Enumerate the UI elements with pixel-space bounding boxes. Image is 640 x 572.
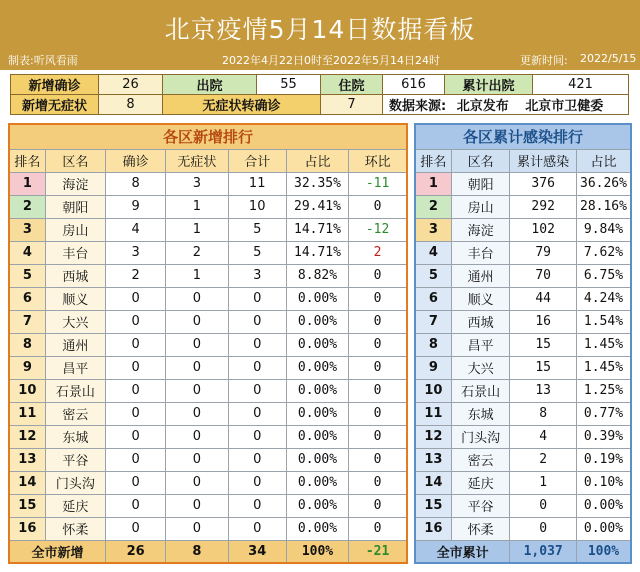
confirmed-cell: 0 xyxy=(105,310,165,333)
cumulative-cell: 1 xyxy=(510,471,577,494)
district-name: 西城 xyxy=(451,310,510,333)
table-row xyxy=(415,264,631,287)
sum-cell: 5 xyxy=(228,218,286,241)
rank-cell: 10 xyxy=(9,379,45,402)
new-confirmed-value: 26 xyxy=(99,75,163,95)
confirmed-cell: 2 xyxy=(105,264,165,287)
sum-cell: 0 xyxy=(228,494,286,517)
share-cell: 4.24% xyxy=(576,287,631,310)
table-row xyxy=(9,172,407,195)
cumulative-cell: 15 xyxy=(510,356,577,379)
cumulative-cell: 79 xyxy=(510,241,577,264)
table-row xyxy=(415,241,631,264)
rank-cell: 14 xyxy=(415,471,451,494)
asymptomatic-cell: 1 xyxy=(166,264,228,287)
col-header: 累计感染 xyxy=(510,149,577,172)
district-name: 海淀 xyxy=(45,172,105,195)
table-row xyxy=(9,287,407,310)
rank-cell: 16 xyxy=(9,517,45,540)
table-row xyxy=(9,425,407,448)
asymptomatic-cell: 0 xyxy=(166,402,228,425)
sum-cell: 0 xyxy=(228,471,286,494)
rank-cell: 4 xyxy=(415,241,451,264)
asymptomatic-cell: 0 xyxy=(166,379,228,402)
asymptomatic-cell: 0 xyxy=(166,517,228,540)
confirmed-cell: 0 xyxy=(105,494,165,517)
share-cell: 0.00% xyxy=(286,448,348,471)
table-row xyxy=(9,218,407,241)
asymptomatic-cell: 0 xyxy=(166,333,228,356)
district-name: 房山 xyxy=(451,195,510,218)
share-cell: 0.00% xyxy=(286,356,348,379)
share-cell: 0.00% xyxy=(286,402,348,425)
table-row xyxy=(9,195,407,218)
table-row xyxy=(415,356,631,379)
rank-cell: 9 xyxy=(415,356,451,379)
new-confirmed-label: 新增确诊 xyxy=(11,75,99,95)
table-row xyxy=(415,494,631,517)
district-name: 石景山 xyxy=(45,379,105,402)
share-cell: 0.00% xyxy=(286,425,348,448)
sum-cell: 5 xyxy=(228,241,286,264)
share-cell: 1.45% xyxy=(576,333,631,356)
col-header: 占比 xyxy=(576,149,631,172)
city-cumulative-label: 全市累计 xyxy=(415,540,510,563)
asymptomatic-cell: 0 xyxy=(166,287,228,310)
table-row xyxy=(415,218,631,241)
table-row xyxy=(9,264,407,287)
rank-cell: 5 xyxy=(415,264,451,287)
header-banner xyxy=(0,0,640,70)
data-source-label: 数据来源: xyxy=(389,99,447,114)
confirmed-cell: 0 xyxy=(105,425,165,448)
summary-table xyxy=(10,74,629,115)
share-cell: 1.25% xyxy=(576,379,631,402)
cumulative-cell: 44 xyxy=(510,287,577,310)
table-row xyxy=(9,241,407,264)
rank-cell: 2 xyxy=(9,195,45,218)
city-new-confirmed: 26 xyxy=(105,540,165,563)
discharged-label: 出院 xyxy=(163,75,257,95)
rank-cell: 10 xyxy=(415,379,451,402)
rank-cell: 13 xyxy=(415,448,451,471)
confirmed-cell: 9 xyxy=(105,195,165,218)
col-header: 占比 xyxy=(286,149,348,172)
rank-cell: 3 xyxy=(9,218,45,241)
confirmed-cell: 8 xyxy=(105,172,165,195)
district-name: 大兴 xyxy=(45,310,105,333)
district-name: 怀柔 xyxy=(451,517,510,540)
col-header: 区名 xyxy=(45,149,105,172)
asym-to-confirmed-value: 7 xyxy=(321,95,383,115)
table-row xyxy=(415,517,631,540)
table-row xyxy=(415,402,631,425)
district-name: 西城 xyxy=(45,264,105,287)
cumulative-cell: 102 xyxy=(510,218,577,241)
change-cell: 0 xyxy=(349,517,407,540)
left-panel-title: 各区新增排行 xyxy=(9,124,407,149)
col-header: 排名 xyxy=(9,149,45,172)
share-cell: 0.00% xyxy=(286,379,348,402)
district-name: 丰台 xyxy=(451,241,510,264)
total-discharged-label: 累计出院 xyxy=(445,75,533,95)
cumulative-cell: 70 xyxy=(510,264,577,287)
change-cell: -12 xyxy=(349,218,407,241)
rank-cell: 7 xyxy=(9,310,45,333)
city-new-sum: 34 xyxy=(228,540,286,563)
share-cell: 0.77% xyxy=(576,402,631,425)
rank-cell: 3 xyxy=(415,218,451,241)
district-name: 海淀 xyxy=(451,218,510,241)
data-source-1: 北京发布 xyxy=(456,99,509,114)
district-name: 通州 xyxy=(45,333,105,356)
table-row xyxy=(9,517,407,540)
change-cell: 0 xyxy=(349,379,407,402)
confirmed-cell: 4 xyxy=(105,218,165,241)
city-cumulative-total: 1,037 xyxy=(510,540,577,563)
change-cell: 0 xyxy=(349,402,407,425)
data-source xyxy=(383,95,629,115)
district-name: 密云 xyxy=(451,448,510,471)
asymptomatic-cell: 0 xyxy=(166,356,228,379)
share-cell: 0.19% xyxy=(576,448,631,471)
sum-cell: 0 xyxy=(228,425,286,448)
table-row xyxy=(9,448,407,471)
district-new-ranking-table xyxy=(8,123,408,564)
right-panel-title: 各区累计感染排行 xyxy=(415,124,631,149)
share-cell: 0.00% xyxy=(286,310,348,333)
cumulative-cell: 0 xyxy=(510,517,577,540)
share-cell: 6.75% xyxy=(576,264,631,287)
change-cell: -11 xyxy=(349,172,407,195)
hospitalized-value: 616 xyxy=(383,75,445,95)
confirmed-cell: 0 xyxy=(105,287,165,310)
share-cell: 32.35% xyxy=(286,172,348,195)
sum-cell: 0 xyxy=(228,448,286,471)
sum-cell: 3 xyxy=(228,264,286,287)
asymptomatic-cell: 0 xyxy=(166,494,228,517)
cumulative-cell: 2 xyxy=(510,448,577,471)
district-name: 延庆 xyxy=(451,471,510,494)
city-cumulative-share: 100% xyxy=(576,540,631,563)
table-row xyxy=(9,471,407,494)
rank-cell: 1 xyxy=(415,172,451,195)
district-name: 顺义 xyxy=(45,287,105,310)
page-title: 北京疫情5月14日数据看板 xyxy=(164,15,476,44)
city-new-asymptomatic: 8 xyxy=(166,540,228,563)
col-header: 排名 xyxy=(415,149,451,172)
table-row xyxy=(9,310,407,333)
cumulative-cell: 16 xyxy=(510,310,577,333)
sum-cell: 0 xyxy=(228,287,286,310)
share-cell: 7.62% xyxy=(576,241,631,264)
rank-cell: 11 xyxy=(9,402,45,425)
new-asymptomatic-value: 8 xyxy=(99,95,163,115)
cumulative-cell: 4 xyxy=(510,425,577,448)
rank-cell: 15 xyxy=(415,494,451,517)
cumulative-cell: 8 xyxy=(510,402,577,425)
district-name: 平谷 xyxy=(451,494,510,517)
author-credit: 制表:听风看雨 xyxy=(8,54,78,67)
change-cell: 0 xyxy=(349,264,407,287)
share-cell: 0.00% xyxy=(576,517,631,540)
table-row xyxy=(9,494,407,517)
asymptomatic-cell: 0 xyxy=(166,425,228,448)
share-cell: 28.16% xyxy=(576,195,631,218)
table-row xyxy=(9,333,407,356)
sum-cell: 10 xyxy=(228,195,286,218)
confirmed-cell: 0 xyxy=(105,356,165,379)
confirmed-cell: 0 xyxy=(105,402,165,425)
sum-cell: 0 xyxy=(228,310,286,333)
confirmed-cell: 0 xyxy=(105,517,165,540)
district-name: 丰台 xyxy=(45,241,105,264)
confirmed-cell: 0 xyxy=(105,333,165,356)
total-discharged-value: 421 xyxy=(533,75,629,95)
city-new-total-label: 全市新增 xyxy=(9,540,105,563)
change-cell: 0 xyxy=(349,195,407,218)
confirmed-cell: 3 xyxy=(105,241,165,264)
district-name: 昌平 xyxy=(451,333,510,356)
district-name: 门头沟 xyxy=(451,425,510,448)
rank-cell: 2 xyxy=(415,195,451,218)
col-header: 无症状 xyxy=(166,149,228,172)
rank-cell: 5 xyxy=(9,264,45,287)
rank-cell: 15 xyxy=(9,494,45,517)
city-new-share: 100% xyxy=(286,540,348,563)
confirmed-cell: 0 xyxy=(105,448,165,471)
rank-cell: 11 xyxy=(415,402,451,425)
asymptomatic-cell: 2 xyxy=(166,241,228,264)
district-name: 东城 xyxy=(45,425,105,448)
rank-cell: 4 xyxy=(9,241,45,264)
sum-cell: 0 xyxy=(228,333,286,356)
share-cell: 0.00% xyxy=(286,517,348,540)
table-row xyxy=(415,448,631,471)
share-cell: 0.00% xyxy=(576,494,631,517)
change-cell: 0 xyxy=(349,310,407,333)
sum-cell: 0 xyxy=(228,517,286,540)
change-cell: 0 xyxy=(349,287,407,310)
share-cell: 0.00% xyxy=(286,494,348,517)
share-cell: 14.71% xyxy=(286,241,348,264)
table-row xyxy=(9,379,407,402)
share-cell: 36.26% xyxy=(576,172,631,195)
district-name: 大兴 xyxy=(451,356,510,379)
cumulative-cell: 0 xyxy=(510,494,577,517)
cumulative-cell: 15 xyxy=(510,333,577,356)
change-cell: 0 xyxy=(349,425,407,448)
district-name: 延庆 xyxy=(45,494,105,517)
share-cell: 1.54% xyxy=(576,310,631,333)
share-cell: 0.39% xyxy=(576,425,631,448)
sum-cell: 11 xyxy=(228,172,286,195)
share-cell: 0.00% xyxy=(286,471,348,494)
data-source-2: 北京市卫健委 xyxy=(525,99,604,114)
col-header: 确诊 xyxy=(105,149,165,172)
confirmed-cell: 0 xyxy=(105,379,165,402)
table-row xyxy=(415,195,631,218)
district-name: 东城 xyxy=(451,402,510,425)
confirmed-cell: 0 xyxy=(105,471,165,494)
district-name: 通州 xyxy=(451,264,510,287)
asym-to-confirmed-label: 无症状转确诊 xyxy=(163,95,321,115)
rank-cell: 7 xyxy=(415,310,451,333)
rank-cell: 12 xyxy=(9,425,45,448)
rank-cell: 8 xyxy=(415,333,451,356)
sum-cell: 0 xyxy=(228,356,286,379)
change-cell: 0 xyxy=(349,333,407,356)
change-cell: 0 xyxy=(349,356,407,379)
district-name: 平谷 xyxy=(45,448,105,471)
change-cell: 0 xyxy=(349,494,407,517)
col-header: 区名 xyxy=(451,149,510,172)
share-cell: 0.00% xyxy=(286,287,348,310)
change-cell: 0 xyxy=(349,471,407,494)
new-asymptomatic-label: 新增无症状 xyxy=(11,95,99,115)
asymptomatic-cell: 1 xyxy=(166,195,228,218)
table-row xyxy=(415,172,631,195)
rank-cell: 1 xyxy=(9,172,45,195)
district-name: 石景山 xyxy=(451,379,510,402)
district-name: 怀柔 xyxy=(45,517,105,540)
change-cell: 2 xyxy=(349,241,407,264)
rank-cell: 13 xyxy=(9,448,45,471)
col-header: 合计 xyxy=(228,149,286,172)
table-row xyxy=(9,356,407,379)
cumulative-cell: 292 xyxy=(510,195,577,218)
share-cell: 0.00% xyxy=(286,333,348,356)
share-cell: 0.10% xyxy=(576,471,631,494)
cumulative-cell: 376 xyxy=(510,172,577,195)
city-new-change: -21 xyxy=(349,540,407,563)
district-cumulative-ranking-table xyxy=(414,123,632,564)
rank-cell: 6 xyxy=(9,287,45,310)
rank-cell: 8 xyxy=(9,333,45,356)
share-cell: 14.71% xyxy=(286,218,348,241)
table-row xyxy=(9,402,407,425)
change-cell: 0 xyxy=(349,448,407,471)
rank-cell: 6 xyxy=(415,287,451,310)
discharged-value: 55 xyxy=(257,75,321,95)
sum-cell: 0 xyxy=(228,379,286,402)
rank-cell: 16 xyxy=(415,517,451,540)
table-row xyxy=(415,471,631,494)
share-cell: 1.45% xyxy=(576,356,631,379)
district-name: 朝阳 xyxy=(45,195,105,218)
rank-cell: 12 xyxy=(415,425,451,448)
table-row xyxy=(415,379,631,402)
district-name: 门头沟 xyxy=(45,471,105,494)
updated-label: 更新时间: xyxy=(520,54,568,67)
table-row xyxy=(415,310,631,333)
share-cell: 9.84% xyxy=(576,218,631,241)
data-period: 2022年4月22日0时至2022年5月14日24时 xyxy=(222,54,440,67)
table-row xyxy=(415,333,631,356)
hospitalized-label: 住院 xyxy=(321,75,383,95)
share-cell: 8.82% xyxy=(286,264,348,287)
rank-cell: 14 xyxy=(9,471,45,494)
district-name: 朝阳 xyxy=(451,172,510,195)
asymptomatic-cell: 0 xyxy=(166,448,228,471)
table-row xyxy=(415,287,631,310)
updated-date: 2022/5/15 xyxy=(580,52,637,65)
rank-cell: 9 xyxy=(9,356,45,379)
district-name: 昌平 xyxy=(45,356,105,379)
district-name: 密云 xyxy=(45,402,105,425)
sum-cell: 0 xyxy=(228,402,286,425)
district-name: 顺义 xyxy=(451,287,510,310)
asymptomatic-cell: 3 xyxy=(166,172,228,195)
asymptomatic-cell: 0 xyxy=(166,471,228,494)
table-row xyxy=(415,425,631,448)
district-name: 房山 xyxy=(45,218,105,241)
asymptomatic-cell: 0 xyxy=(166,310,228,333)
col-header: 环比 xyxy=(349,149,407,172)
asymptomatic-cell: 1 xyxy=(166,218,228,241)
share-cell: 29.41% xyxy=(286,195,348,218)
cumulative-cell: 13 xyxy=(510,379,577,402)
